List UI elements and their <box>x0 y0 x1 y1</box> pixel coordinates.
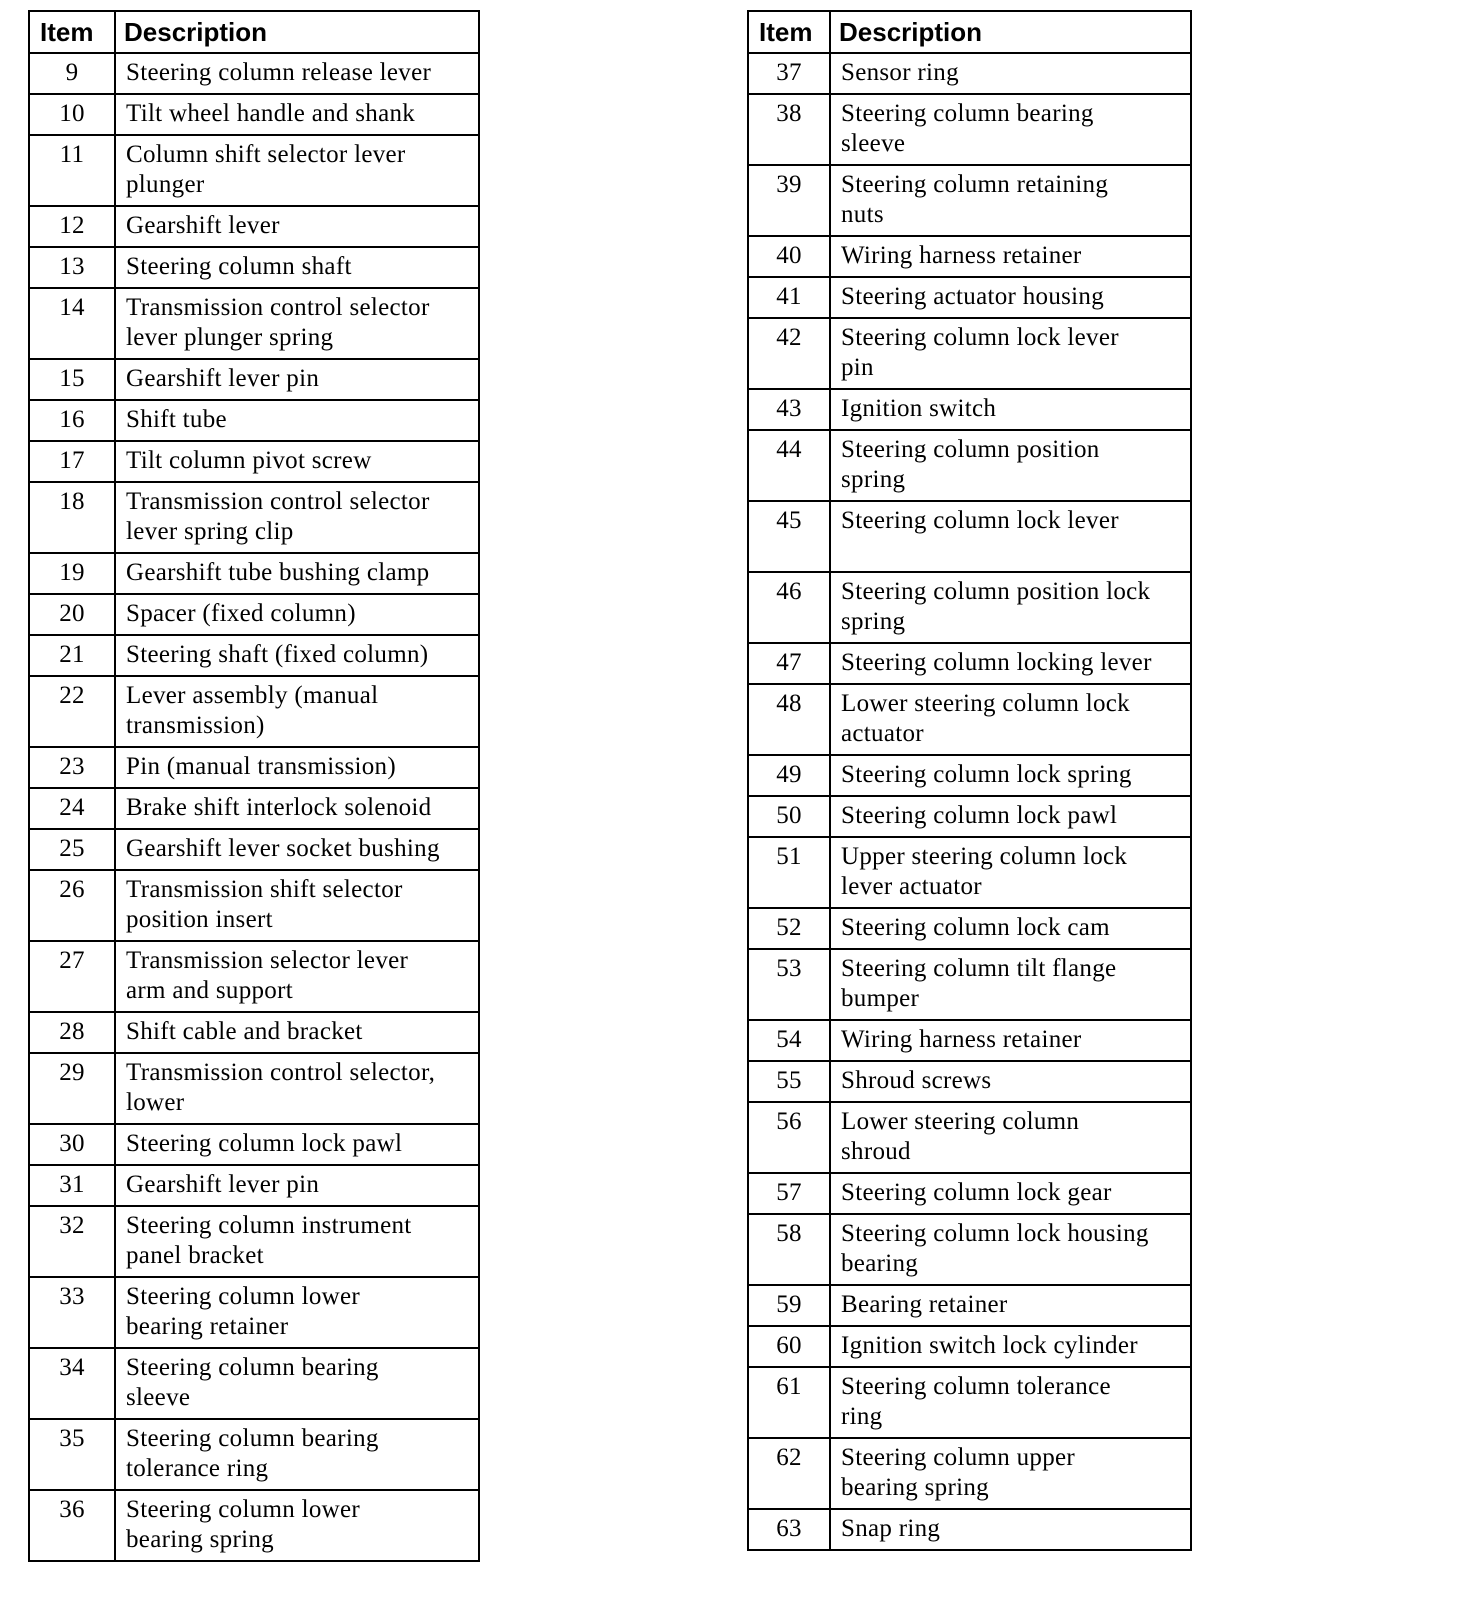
table-row <box>748 755 1191 796</box>
description-column-header: Description <box>115 11 479 53</box>
table-row <box>748 1285 1191 1326</box>
table-row <box>748 53 1191 94</box>
description-cell: Lower steering column lock actuator <box>830 684 1191 755</box>
description-cell: Transmission control selector, lower <box>115 1053 479 1124</box>
description-cell: Gearshift lever socket bushing <box>115 829 479 870</box>
description-cell: Sensor ring <box>830 53 1191 94</box>
description-cell: Transmission selector lever arm and support <box>115 941 479 1012</box>
item-number-cell: 46 <box>748 572 830 643</box>
table-row <box>748 430 1191 501</box>
table-row <box>748 572 1191 643</box>
table-row <box>29 135 479 206</box>
table-row <box>29 870 479 941</box>
description-cell: Tilt column pivot screw <box>115 441 479 482</box>
description-cell: Spacer (fixed column) <box>115 594 479 635</box>
item-number-cell: 35 <box>29 1419 115 1490</box>
item-number-cell: 24 <box>29 788 115 829</box>
description-cell: Wiring harness retainer <box>830 1020 1191 1061</box>
item-number-cell: 39 <box>748 165 830 236</box>
item-number-cell: 22 <box>29 676 115 747</box>
header-row <box>29 11 479 53</box>
description-cell: Tilt wheel handle and shank <box>115 94 479 135</box>
item-number-cell: 58 <box>748 1214 830 1285</box>
item-number-cell: 15 <box>29 359 115 400</box>
item-number-cell: 61 <box>748 1367 830 1438</box>
item-number-cell: 63 <box>748 1509 830 1550</box>
parts-table-left <box>28 10 480 1562</box>
description-cell: Steering column lock cam <box>830 908 1191 949</box>
item-number-cell: 18 <box>29 482 115 553</box>
item-number-cell: 26 <box>29 870 115 941</box>
description-cell: Steering column bearing sleeve <box>115 1348 479 1419</box>
item-number-cell: 32 <box>29 1206 115 1277</box>
description-cell: Steering column lock lever <box>830 501 1191 572</box>
item-number-cell: 53 <box>748 949 830 1020</box>
table-row <box>748 1438 1191 1509</box>
item-number-cell: 51 <box>748 837 830 908</box>
item-number-cell: 14 <box>29 288 115 359</box>
header-row <box>748 11 1191 53</box>
table-row <box>748 837 1191 908</box>
description-cell: Steering column bearing sleeve <box>830 94 1191 165</box>
item-number-cell: 57 <box>748 1173 830 1214</box>
table-row <box>748 277 1191 318</box>
item-number-cell: 23 <box>29 747 115 788</box>
item-number-cell: 43 <box>748 389 830 430</box>
item-number-cell: 31 <box>29 1165 115 1206</box>
item-number-cell: 44 <box>748 430 830 501</box>
description-cell: Steering column locking lever <box>830 643 1191 684</box>
table-row <box>29 1490 479 1561</box>
item-number-cell: 42 <box>748 318 830 389</box>
description-cell: Steering column lock pawl <box>830 796 1191 837</box>
item-number-cell: 19 <box>29 553 115 594</box>
table-row <box>29 747 479 788</box>
description-cell: Bearing retainer <box>830 1285 1191 1326</box>
description-cell: Snap ring <box>830 1509 1191 1550</box>
description-cell: Steering column upper bearing spring <box>830 1438 1191 1509</box>
item-number-cell: 13 <box>29 247 115 288</box>
table-row <box>29 553 479 594</box>
item-number-cell: 62 <box>748 1438 830 1509</box>
item-number-cell: 54 <box>748 1020 830 1061</box>
item-number-cell: 21 <box>29 635 115 676</box>
table-row <box>29 1053 479 1124</box>
item-number-cell: 47 <box>748 643 830 684</box>
table-row <box>29 53 479 94</box>
item-number-cell: 16 <box>29 400 115 441</box>
table-row <box>29 1206 479 1277</box>
item-number-cell: 33 <box>29 1277 115 1348</box>
table-row <box>29 1124 479 1165</box>
description-cell: Transmission control selector lever spring clip <box>115 482 479 553</box>
description-cell: Steering column lower bearing spring <box>115 1490 479 1561</box>
description-cell: Steering column lock pawl <box>115 1124 479 1165</box>
description-cell: Gearshift lever pin <box>115 1165 479 1206</box>
item-number-cell: 34 <box>29 1348 115 1419</box>
table-row <box>748 1102 1191 1173</box>
table-row <box>748 949 1191 1020</box>
item-number-cell: 29 <box>29 1053 115 1124</box>
item-number-cell: 48 <box>748 684 830 755</box>
table-row <box>29 676 479 747</box>
description-cell: Steering column position spring <box>830 430 1191 501</box>
item-number-cell: 30 <box>29 1124 115 1165</box>
description-cell: Steering actuator housing <box>830 277 1191 318</box>
description-cell: Lower steering column shroud <box>830 1102 1191 1173</box>
item-number-cell: 50 <box>748 796 830 837</box>
description-cell: Gearshift lever pin <box>115 359 479 400</box>
table-row <box>29 1165 479 1206</box>
description-cell: Transmission shift selector position insert <box>115 870 479 941</box>
item-number-cell: 45 <box>748 501 830 572</box>
description-cell: Pin (manual transmission) <box>115 747 479 788</box>
description-cell: Wiring harness retainer <box>830 236 1191 277</box>
table-row <box>748 389 1191 430</box>
description-cell: Steering column instrument panel bracket <box>115 1206 479 1277</box>
table-row <box>748 643 1191 684</box>
description-cell: Steering column lock housing bearing <box>830 1214 1191 1285</box>
item-number-cell: 49 <box>748 755 830 796</box>
item-number-cell: 28 <box>29 1012 115 1053</box>
table-row <box>29 1012 479 1053</box>
description-cell: Steering column shaft <box>115 247 479 288</box>
item-number-cell: 56 <box>748 1102 830 1173</box>
description-cell: Lever assembly (manual transmission) <box>115 676 479 747</box>
description-cell: Gearshift tube bushing clamp <box>115 553 479 594</box>
table-row <box>29 288 479 359</box>
table-row <box>29 359 479 400</box>
description-cell: Steering column lower bearing retainer <box>115 1277 479 1348</box>
table-row <box>748 1367 1191 1438</box>
description-cell: Steering column lock lever pin <box>830 318 1191 389</box>
table-row <box>29 635 479 676</box>
table-row <box>748 318 1191 389</box>
item-number-cell: 38 <box>748 94 830 165</box>
item-number-cell: 41 <box>748 277 830 318</box>
table-row <box>748 1509 1191 1550</box>
description-cell: Shift cable and bracket <box>115 1012 479 1053</box>
description-cell: Steering column bearing tolerance ring <box>115 1419 479 1490</box>
table-row <box>748 1020 1191 1061</box>
description-cell: Brake shift interlock solenoid <box>115 788 479 829</box>
table-row <box>29 206 479 247</box>
table-row <box>748 908 1191 949</box>
description-cell: Steering column release lever <box>115 53 479 94</box>
table-row <box>29 941 479 1012</box>
item-number-cell: 10 <box>29 94 115 135</box>
table-row <box>748 94 1191 165</box>
item-number-cell: 27 <box>29 941 115 1012</box>
table-row <box>748 1326 1191 1367</box>
table-row <box>748 684 1191 755</box>
table-row <box>29 1277 479 1348</box>
description-cell: Shift tube <box>115 400 479 441</box>
item-column-header: Item <box>748 11 830 53</box>
description-cell: Ignition switch <box>830 389 1191 430</box>
table-row <box>29 594 479 635</box>
description-cell: Gearshift lever <box>115 206 479 247</box>
item-number-cell: 20 <box>29 594 115 635</box>
table-row <box>748 1061 1191 1102</box>
item-number-cell: 17 <box>29 441 115 482</box>
description-cell: Steering column position lock spring <box>830 572 1191 643</box>
table-row <box>748 1173 1191 1214</box>
description-cell: Steering column tolerance ring <box>830 1367 1191 1438</box>
table-row <box>748 236 1191 277</box>
table-row <box>748 1214 1191 1285</box>
table-row <box>29 247 479 288</box>
item-column-header: Item <box>29 11 115 53</box>
description-cell: Shroud screws <box>830 1061 1191 1102</box>
table-row <box>29 482 479 553</box>
table-row <box>29 829 479 870</box>
item-number-cell: 12 <box>29 206 115 247</box>
item-number-cell: 59 <box>748 1285 830 1326</box>
item-number-cell: 11 <box>29 135 115 206</box>
table-row <box>29 1419 479 1490</box>
table-row <box>748 165 1191 236</box>
table-row <box>29 1348 479 1419</box>
description-cell: Steering column retaining nuts <box>830 165 1191 236</box>
table-row <box>29 94 479 135</box>
table-row <box>748 796 1191 837</box>
item-number-cell: 36 <box>29 1490 115 1561</box>
item-number-cell: 9 <box>29 53 115 94</box>
parts-table-right <box>747 10 1192 1551</box>
description-cell: Ignition switch lock cylinder <box>830 1326 1191 1367</box>
description-cell: Upper steering column lock lever actuator <box>830 837 1191 908</box>
description-cell: Column shift selector lever plunger <box>115 135 479 206</box>
description-column-header: Description <box>830 11 1191 53</box>
table-row <box>29 788 479 829</box>
table-row <box>748 501 1191 572</box>
item-number-cell: 37 <box>748 53 830 94</box>
description-cell: Steering column lock gear <box>830 1173 1191 1214</box>
description-cell: Transmission control selector lever plunger spring <box>115 288 479 359</box>
description-cell: Steering column lock spring <box>830 755 1191 796</box>
item-number-cell: 25 <box>29 829 115 870</box>
description-cell: Steering column tilt flange bumper <box>830 949 1191 1020</box>
item-number-cell: 52 <box>748 908 830 949</box>
table-row <box>29 400 479 441</box>
description-cell: Steering shaft (fixed column) <box>115 635 479 676</box>
table-row <box>29 441 479 482</box>
item-number-cell: 55 <box>748 1061 830 1102</box>
item-number-cell: 40 <box>748 236 830 277</box>
item-number-cell: 60 <box>748 1326 830 1367</box>
